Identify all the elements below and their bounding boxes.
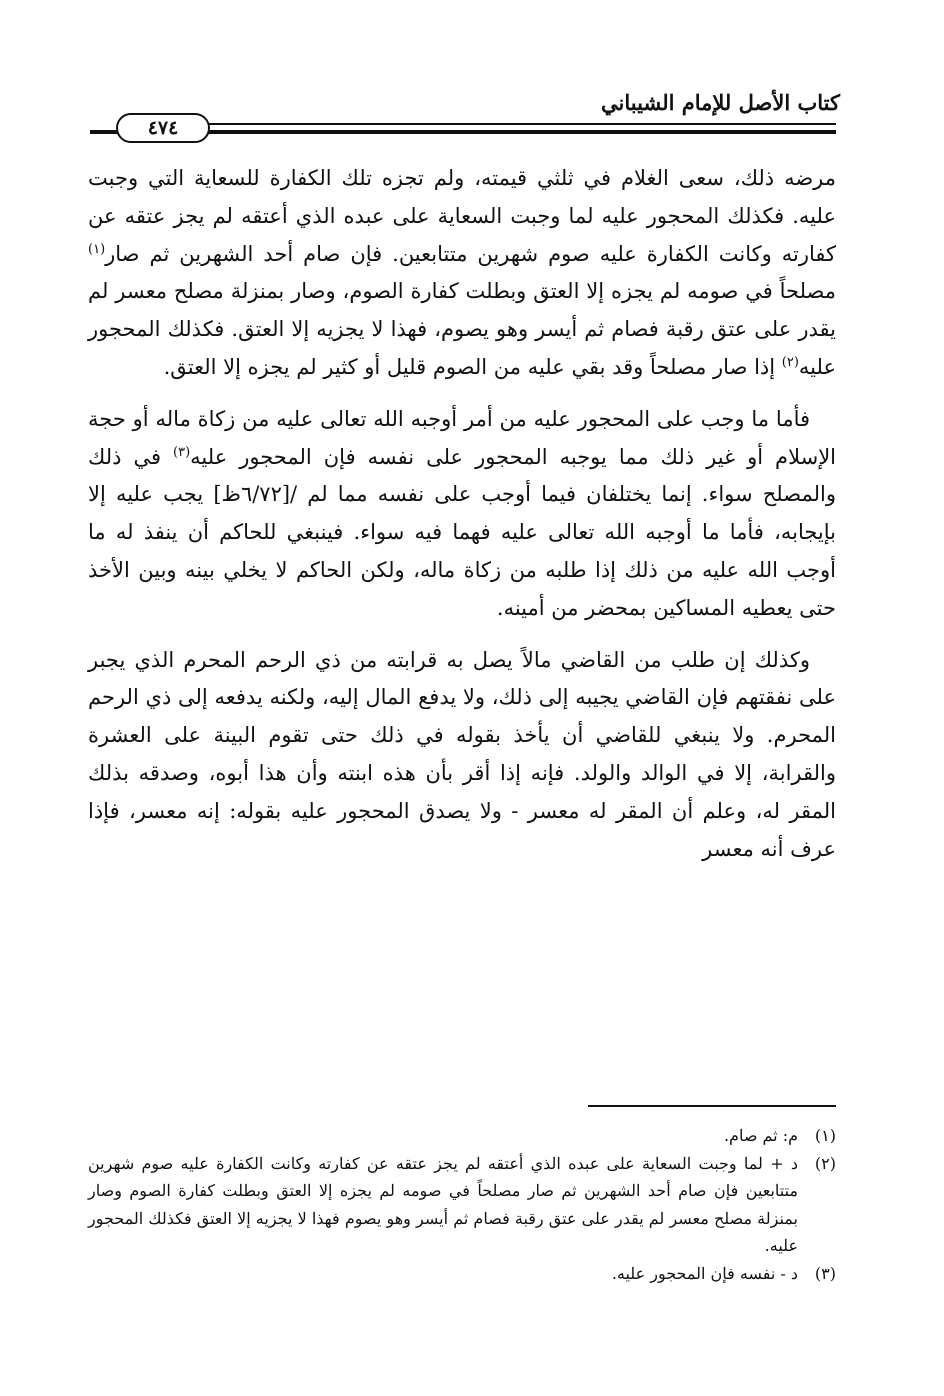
text-run: فأما ما وجب على المحجور عليه من أمر أوجبه الله تعالى عليه من زكاة ماله أو حجة الإسلام أو غير ذلك مما يوجبه المحجور على نفسه فإن المحجور عليه (88, 406, 837, 469)
text-run: في ذلك والمصلح سواء. إنما يختلفان فيما أوجب على نفسه مما لم /[٦/٧٢ظ] يجب عليه إلا بإيجابه، فأما ما أوجبه الله تعالى عليه فهما فيه سواء. فينبغي للحاكم أن ينفذ له ما أوجب الله عليه من ذلك إذا طلبه من زكاة ماله، ولكن الحاكم لا يخلي بينه وبين الأخذ حتى يعطيه المساكين بمحضر من أمينه. (88, 444, 836, 620)
footnote-marker: (٢) (781, 354, 799, 370)
footnote-text: د - نفسه فإن المحجور عليه. (611, 1263, 798, 1283)
footnote-text: م: ثم صام. (723, 1126, 798, 1145)
page-number: ٤٧٤ (116, 113, 210, 143)
text-run: مرضه ذلك، سعى الغلام في ثلثي قيمته، ولم تجزه تلك الكفارة للسعاية التي وجبت عليه. فكذلك المحجور عليه لما وجبت السعاية على عبده الذي أعتقه لم يجز عتقه عن كفارته وكانت الكفارة عليه صوم شهرين متتابعين. فإن صام أحد الشهرين ثم صار (88, 166, 836, 266)
footnote-number: (٢) (814, 1153, 836, 1173)
header-rule-thin (205, 123, 836, 125)
running-title: كتاب الأصل للإمام الشيباني (601, 90, 840, 115)
footnote-item (88, 1260, 836, 1288)
footnote-item (88, 1150, 836, 1260)
footnote-marker: (١) (88, 241, 106, 257)
footnote-number: (٣) (814, 1263, 836, 1283)
footnote-marker: (٣) (173, 444, 191, 460)
footnotes (88, 1122, 836, 1287)
text-run: وكذلك إن طلب من القاضي مالاً يصل به قرابته من ذي الرحم المحرم الذي يجبر على نفقتهم فإن القاضي يجيبه إلى ذلك، ولا يدفع المال إليه، ولكنه يدفعه إلى ذي الرحم المحرم. ولا ينبغي للقاضي أن يأخذ بقوله في ذلك حتى تقوم البينة على العشرة والقرابة، إلا في الوالد والولد. فإنه إذا أقر بأن هذه ابنته وأن هذا أبوه، وصدقه بذلك المقر له، وعلم أن المقر له معسر - ولا يصدق المحجور عليه بقوله: إنه معسر، فإذا عرف أنه معسر (88, 647, 836, 861)
footnote-separator (588, 1105, 836, 1107)
text-run: مصلحاً في صومه لم يجزه إلا العتق وبطلت كفارة الصوم، وصار بمنزلة مصلح معسر لم يقدر على عتق رقبة فصام ثم أيسر وهو يصوم، فهذا لا يجزيه إلا العتق. فكذلك المحجور عليه (88, 279, 836, 379)
text-run: إذا صار مصلحاً وقد بقي عليه من الصوم قليل أو كثير لم يجزه إلا العتق. (163, 354, 782, 379)
main-text (88, 160, 836, 868)
paragraph (88, 401, 836, 628)
paragraph (88, 160, 836, 387)
footnote-number: (١) (814, 1126, 836, 1145)
paragraph (88, 642, 836, 869)
footnote-item (88, 1122, 836, 1150)
footnote-text: د + لما وجبت السعاية على عبده الذي أعتقه لم يجز عتقه عن كفارته وكانت الكفارة عليه صوم شهرين متتابعين فإن صام أحد الشهرين ثم صار مصلحاً في صومه لم يجزه إلا العتق وبطلت كفارة الصوم وصار بمنزلة مصلح معسر لم يقدر على عتق رقبة فصام ثم أيسر وهو يصوم فهذا لا يجزيه إلا العتق فكذلك المحجور عليه. (88, 1153, 799, 1255)
